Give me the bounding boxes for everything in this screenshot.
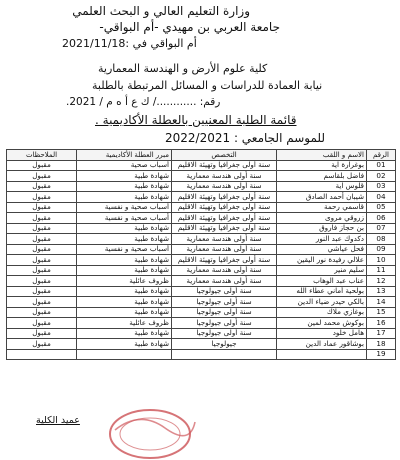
cell-notes: مقبول [7, 297, 77, 308]
cell-notes: مقبول [7, 192, 77, 203]
cell-name: قاسمي رحمة [277, 202, 367, 213]
table-row [7, 339, 396, 350]
cell-notes: مقبول [7, 160, 77, 171]
table-row [7, 276, 396, 287]
cell-num: 04 [367, 192, 396, 203]
document-subtitle: للموسم الجامعي : 2022/2021 [165, 131, 326, 145]
cell-notes: مقبول [7, 223, 77, 234]
ministry-heading: وزارة التعليم العالي و البحث العلمي [72, 4, 250, 18]
cell-spec: سنة أولى جغرافيا وتهيئة الاقليم [172, 160, 277, 171]
cell-reason: شهادة طبية [77, 223, 172, 234]
students-table [6, 149, 396, 360]
cell-spec: سنة أولى جيولوجيا [172, 286, 277, 297]
table-row [7, 349, 396, 360]
cell-reason: شهادة طبية [77, 286, 172, 297]
faculty-name: كلية علوم الأرض و الهندسة المعمارية [98, 62, 268, 75]
cell-reason: شهادة طبية [77, 255, 172, 266]
table-row [7, 234, 396, 245]
table-row [7, 307, 396, 318]
cell-notes: مقبول [7, 202, 77, 213]
table-row [7, 318, 396, 329]
cell-num: 09 [367, 244, 396, 255]
cell-num: 19 [367, 349, 396, 360]
cell-name: فاضل بلقاسم [277, 171, 367, 182]
cell-reason: شهادة طبية [77, 265, 172, 276]
cell-name: دكدوك عبد النور [277, 234, 367, 245]
cell-spec: سنة أولى جغرافيا وتهيئة الاقليم [172, 255, 277, 266]
cell-notes: مقبول [7, 244, 77, 255]
cell-reason: شهادة طبية [77, 297, 172, 308]
cell-reason: شهادة طبية [77, 328, 172, 339]
cell-reason: شهادة طبية [77, 171, 172, 182]
cell-spec [172, 349, 277, 360]
cell-num: 12 [367, 276, 396, 287]
cell-notes: مقبول [7, 234, 77, 245]
cell-num: 18 [367, 339, 396, 350]
cell-name: سليم منير [277, 265, 367, 276]
cell-notes: مقبول [7, 265, 77, 276]
header-reason: مبرر العطلة الأكاديمية [77, 150, 172, 161]
table-row [7, 192, 396, 203]
cell-spec: جيولوجيا [172, 339, 277, 350]
table-row [7, 160, 396, 171]
cell-num: 05 [367, 202, 396, 213]
cell-notes: مقبول [7, 339, 77, 350]
cell-num: 06 [367, 213, 396, 224]
cell-reason: أسباب صحية و نفسية [77, 202, 172, 213]
cell-num: 07 [367, 223, 396, 234]
cell-name: بوغرارة آية [277, 160, 367, 171]
cell-name: بن حجاز فاروق [277, 223, 367, 234]
cell-num: 01 [367, 160, 396, 171]
table-row [7, 297, 396, 308]
table-header-row [7, 150, 396, 161]
cell-name: فحل عياشي [277, 244, 367, 255]
table-row [7, 202, 396, 213]
cell-name: بالكي حيدر ضياء الدين [277, 297, 367, 308]
cell-spec: سنة أولى هندسة معمارية [172, 234, 277, 245]
cell-name: بوكوش محمد لمين [277, 318, 367, 329]
cell-num: 10 [367, 255, 396, 266]
cell-name: شيبان أحمد الصادق [277, 192, 367, 203]
place-date: أم البواقي في :2021/11/18 [62, 37, 197, 50]
cell-name: عناب عبد الوهاب [277, 276, 367, 287]
cell-spec: سنة أولى جغرافيا وتهيئة الاقليم [172, 202, 277, 213]
cell-reason [77, 349, 172, 360]
cell-num: 11 [367, 265, 396, 276]
header-spec: التخصص [172, 150, 277, 161]
cell-reason: أسباب صحية و نفسية [77, 244, 172, 255]
cell-reason: أسباب صحية [77, 160, 172, 171]
cell-num: 15 [367, 307, 396, 318]
table-row [7, 286, 396, 297]
document-title: قائمة الطلبة المعنيين بالعطلة الأكاديمية . [95, 113, 297, 127]
table-row [7, 213, 396, 224]
cell-notes: مقبول [7, 328, 77, 339]
cell-name: بوشاقور عماد الدين [277, 339, 367, 350]
cell-notes [7, 349, 77, 360]
cell-spec: سنة أولى هندسة معمارية [172, 265, 277, 276]
cell-num: 14 [367, 297, 396, 308]
cell-spec: سنة أولى هندسة معمارية [172, 171, 277, 182]
cell-spec: سنة أولى جغرافيا وتهيئة الاقليم [172, 223, 277, 234]
cell-notes: مقبول [7, 318, 77, 329]
cell-name: قلوس آية [277, 181, 367, 192]
cell-spec: سنة أولى جغرافيا وتهيئة الاقليم [172, 192, 277, 203]
cell-notes: مقبول [7, 276, 77, 287]
cell-num: 13 [367, 286, 396, 297]
cell-notes: مقبول [7, 307, 77, 318]
cell-name [277, 349, 367, 360]
cell-notes: مقبول [7, 255, 77, 266]
cell-num: 16 [367, 318, 396, 329]
cell-reason: ظروف عائلية [77, 276, 172, 287]
deanship-name: نيابة العمادة للدراسات و المسائل المرتبطة بالطلبة [92, 79, 323, 92]
cell-name: هامل خلود [277, 328, 367, 339]
cell-spec: سنة أولى جيولوجيا [172, 307, 277, 318]
cell-spec: سنة أولى هندسة معمارية [172, 244, 277, 255]
cell-spec: سنة أولى جيولوجيا [172, 328, 277, 339]
cell-spec: سنة أولى هندسة معمارية [172, 181, 277, 192]
cell-notes: مقبول [7, 213, 77, 224]
cell-notes: مقبول [7, 181, 77, 192]
header-name: الاسم و اللقب [277, 150, 367, 161]
cell-reason: شهادة طبية [77, 339, 172, 350]
cell-notes: مقبول [7, 286, 77, 297]
cell-num: 03 [367, 181, 396, 192]
official-stamp [95, 400, 205, 460]
cell-name: بولحية أماني عطاء الله [277, 286, 367, 297]
cell-reason: شهادة طبية [77, 192, 172, 203]
cell-name: علالي رفيدة نور اليقين [277, 255, 367, 266]
university-heading: جامعة العربي بن مهيدي -أم البواقي- [99, 20, 280, 34]
cell-name: زروقي مروى [277, 213, 367, 224]
cell-num: 08 [367, 234, 396, 245]
cell-spec: سنة أولى هندسة معمارية [172, 276, 277, 287]
cell-spec: سنة أولى جغرافيا وتهيئة الاقليم [172, 213, 277, 224]
header-notes: الملاحظات [7, 150, 77, 161]
table-row [7, 255, 396, 266]
table-row [7, 265, 396, 276]
header-num: الرقم [367, 150, 396, 161]
cell-reason: شهادة طبية [77, 307, 172, 318]
cell-reason: شهادة طبية [77, 181, 172, 192]
reference-number: رقم: ............/ ك ع أ ه م / 2021. [66, 96, 221, 108]
table-row [7, 328, 396, 339]
table-row [7, 171, 396, 182]
cell-name: بوغازي ملاك [277, 307, 367, 318]
cell-spec: سنة أولى جيولوجيا [172, 297, 277, 308]
cell-spec: سنة أولى جيولوجيا [172, 318, 277, 329]
table-row [7, 223, 396, 234]
cell-reason: أسباب صحية و نفسية [77, 213, 172, 224]
cell-reason: ظروف عائلية [77, 318, 172, 329]
cell-num: 17 [367, 328, 396, 339]
table-row [7, 181, 396, 192]
table-row [7, 244, 396, 255]
dean-label: عميد الكلية [36, 415, 80, 426]
cell-notes: مقبول [7, 171, 77, 182]
cell-num: 02 [367, 171, 396, 182]
cell-reason: شهادة طبية [77, 234, 172, 245]
